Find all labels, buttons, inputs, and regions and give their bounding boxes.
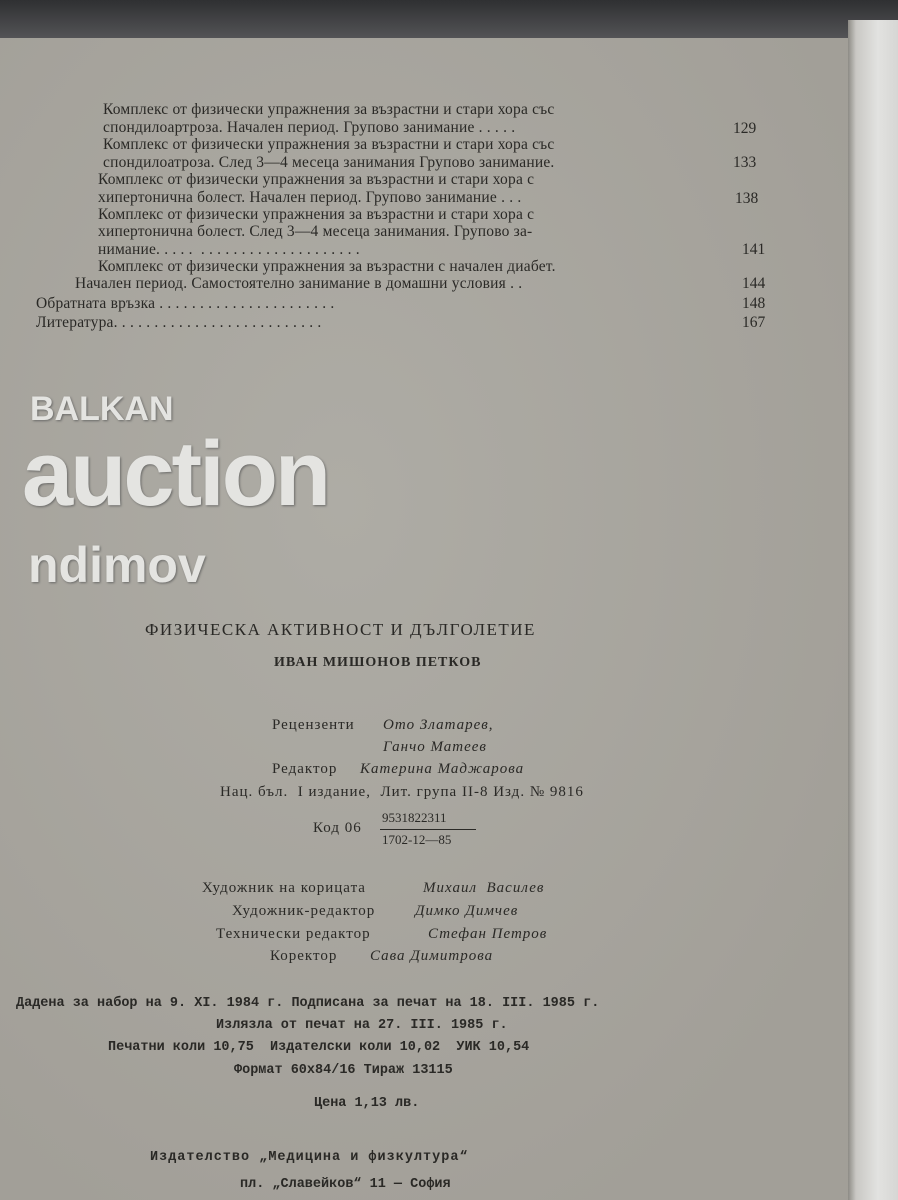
edition-info: Нац. бъл. I издание, Лит. група II-8 Изд. № 9816 <box>220 784 584 800</box>
imprint-line: Печатни коли 10,75 Издателски коли 10,02 УИК 10,54 <box>108 1040 530 1055</box>
toc-line: Комплекс от физически упражнения за възрастни и стари хора с <box>98 206 535 223</box>
art-editor-label: Художник-редактор <box>232 903 376 919</box>
toc-line: Комплекс от физически упражнения за възрастни и стари хора с <box>98 171 535 188</box>
code-top: 9531822311 <box>382 810 447 825</box>
toc-page: 167 <box>742 314 766 331</box>
watermark-text: ndimov <box>28 537 206 593</box>
proofreader-label: Коректор <box>270 948 338 964</box>
toc-line: Обратната връзка . . . . . . . . . . . . . . . . . . . . . . <box>36 295 335 312</box>
publisher-address: пл. „Славейков“ 11 — София <box>240 1177 451 1192</box>
toc-page: 138 <box>735 190 759 207</box>
reviewer-2: Ганчо Матеев <box>383 739 487 755</box>
toc-page: 133 <box>733 154 757 171</box>
imprint-line: Формат 60x84/16 Тираж 13115 <box>234 1063 453 1078</box>
code-bottom: 1702-12—85 <box>382 832 452 847</box>
reviewer-1: Ото Златарев, <box>383 717 494 733</box>
imprint-line: Цена 1,13 лв. <box>314 1096 420 1111</box>
imprint-line: Дадена за набор на 9. XI. 1984 г. Подписана за печат на 18. III. 1985 г. <box>16 996 600 1011</box>
reviewers-label: Рецензенти <box>272 717 355 733</box>
editor-name: Катерина Маджарова <box>360 761 525 777</box>
toc-page: 148 <box>742 295 766 312</box>
toc-line: Комплекс от физически упражнения за възрастни и стари хора със <box>103 136 555 153</box>
proofreader: Сава Димитрова <box>370 948 494 964</box>
book-author: ИВАН МИШОНОВ ПЕТКОВ <box>274 655 482 670</box>
toc-page: 144 <box>742 275 766 292</box>
imprint-line: Излязла от печат на 27. III. 1985 г. <box>216 1018 508 1033</box>
page-edge <box>848 20 898 1200</box>
code-divider <box>380 829 476 830</box>
toc-line: Комплекс от физически упражнения за възрастни и стари хора със <box>103 101 555 118</box>
toc-line: спондилоатроза. След 3—4 месеца занимания Групово занимание. <box>103 154 555 171</box>
toc-line: нимание. . . . . . . . . . . . . . . . . . . . . . . . . <box>98 241 360 258</box>
toc-page: 129 <box>733 120 757 137</box>
art-editor: Димко Димчев <box>415 903 519 919</box>
editor-label: Редактор <box>272 761 338 777</box>
toc-line: хипертонична болест. След 3—4 месеца занимания. Групово за- <box>98 223 533 240</box>
toc-line: Комплекс от физически упражнения за възрастни с начален диабет. <box>98 258 556 275</box>
toc-line: хипертонична болест. Начален период. Групово занимание . . . <box>98 189 522 206</box>
book-title: ФИЗИЧЕСКА АКТИВНОСТ И ДЪЛГОЛЕТИЕ <box>145 620 536 639</box>
toc-line: Начален период. Самостоятелно занимание в домашни условия . . <box>75 275 523 292</box>
toc-line: Литература. . . . . . . . . . . . . . . . . . . . . . . . . . <box>36 314 322 331</box>
tech-editor-label: Технически редактор <box>216 926 371 942</box>
watermark-text: auction <box>22 423 329 525</box>
toc-page: 141 <box>742 241 766 258</box>
tech-editor: Стефан Петров <box>428 926 548 942</box>
toc-line: спондилоартроза. Начален период. Групово занимание . . . . . <box>103 119 516 136</box>
watermark-text: BALKAN <box>30 390 174 428</box>
code-label: Код 06 <box>313 820 362 836</box>
cover-artist-label: Художник на корицата <box>202 880 366 896</box>
background-dark-band <box>0 0 898 42</box>
publisher-line: Издателство „Медицина и физкултура“ <box>150 1150 469 1165</box>
cover-artist: Михаил Василев <box>423 880 545 896</box>
